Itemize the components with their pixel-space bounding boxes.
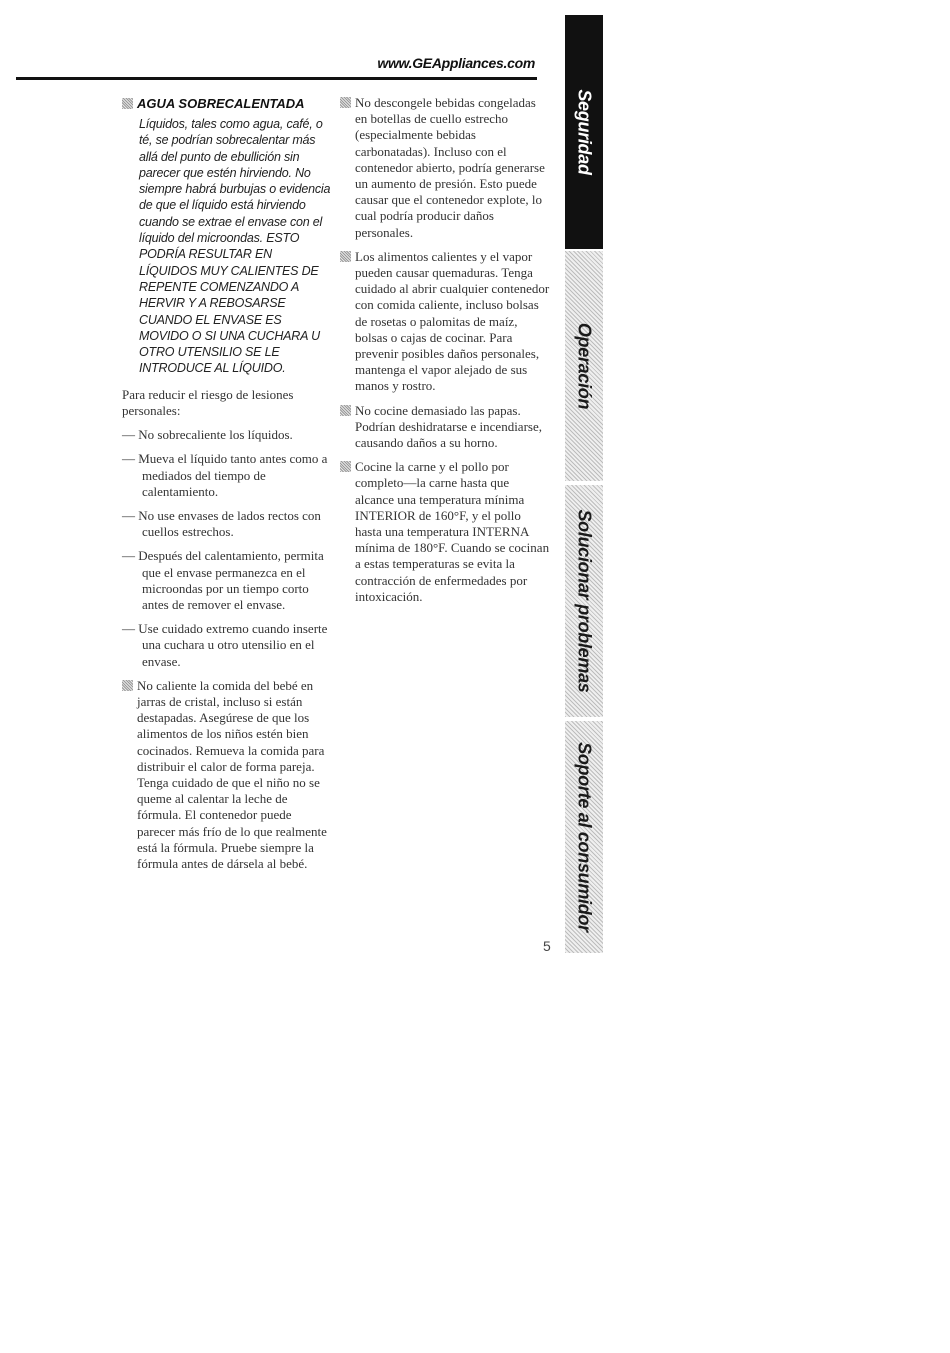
square-bullet-icon bbox=[122, 680, 133, 691]
warning-caps: ESTO PODRÍA RESULTAR EN LÍQUIDOS MUY CALIENTES DE REPENTE COMENZANDO A HERVIR Y A REBOSARSE CUANDO EL ENVASE ES MOVIDO O SI UNA CUCHARA U OTRO UTENSILIO SE LE INTRODUCE AL LÍQUIDO. bbox=[139, 231, 320, 376]
section-title-text: AGUA SOBRECALENTADA bbox=[137, 96, 305, 111]
left-column bbox=[122, 95, 332, 880]
square-bullet-icon bbox=[340, 405, 351, 416]
square-bullet-icon bbox=[122, 98, 133, 109]
item-text: No descongele bebidas congeladas en botellas de cuello estrecho (especialmente bebidas carbonatadas). Incluso con el contenedor abierto, podría generarse un aumento de presión. Esto puede causar que el contenedor explote, lo cual podría producir daños personales. bbox=[355, 95, 545, 240]
list-item: — No sobrecaliente los líquidos. bbox=[122, 427, 293, 443]
tab-label: Solucionar problemas bbox=[574, 509, 595, 693]
right-column bbox=[340, 95, 550, 613]
baby-food-item bbox=[122, 678, 332, 872]
header-url: www.GEAppliances.com bbox=[377, 55, 535, 71]
list-item bbox=[340, 95, 550, 241]
item-text: No cocine demasiado las papas. Podrían deshidratarse e incendiarse, causando daños a su horno. bbox=[355, 402, 542, 451]
item-text: Los alimentos calientes y el vapor pueden causar quemaduras. Tenga cuidado al abrir cualquier contenedor con comida caliente, incluso bolsas de rosetas o palomitas de maíz, bolsas o cajas de cocinar. Para prevenir posibles daños personales, mantenga el vapor alejado de sus manos y rostro. bbox=[355, 248, 550, 394]
dash-list bbox=[122, 427, 332, 670]
list-item: — Después del calentamiento, permita que el envase permanezca en el microondas por un tiempo corto antes de remover el envase. bbox=[122, 548, 324, 612]
page-number: 5 bbox=[543, 938, 551, 954]
list-item bbox=[340, 249, 550, 395]
list-item: — No use envases de lados rectos con cuellos estrechos. bbox=[122, 507, 321, 540]
item-text: Cocine la carne y el pollo por completo—la carne hasta que alcance una temperatura mínima INTERIOR de 160°F, y el pollo hasta una temperatura INTERNA mínima de 180°F. Cuando se cocinan a estas temperaturas se evita la contracción de enfermedades por intoxicación. bbox=[355, 459, 550, 604]
list-item: — Use cuidado extremo cuando inserte una cuchara u otro utensilio en el envase. bbox=[122, 621, 328, 669]
warning-block bbox=[139, 116, 332, 377]
list-item bbox=[340, 459, 550, 605]
tab-operacion[interactable] bbox=[565, 251, 603, 481]
list-item: — Mueva el líquido tanto antes como a mediados del tiempo de calentamiento. bbox=[122, 451, 328, 499]
list-item bbox=[340, 403, 550, 452]
square-bullet-icon bbox=[340, 97, 351, 108]
tab-seguridad[interactable] bbox=[565, 15, 603, 249]
square-bullet-icon bbox=[340, 251, 351, 262]
intro-text: Para reducir el riesgo de lesiones personales: bbox=[122, 386, 294, 418]
tab-label: Operación bbox=[574, 322, 595, 410]
tab-solucionar-problemas[interactable] bbox=[565, 485, 603, 717]
header-rule bbox=[16, 77, 537, 80]
tab-label: Seguridad bbox=[574, 89, 595, 175]
tab-label: Soporte al consumidor bbox=[574, 742, 595, 932]
tab-soporte-al-consumidor[interactable] bbox=[565, 721, 603, 953]
square-bullet-icon bbox=[340, 461, 351, 472]
warning-text: Líquidos, tales como agua, café, o té, se podrían sobrecalentar más allá del punto de ebullición sin parecer que estén hirviendo. No siempre habrá burbujas o evidencia de que el líquido está hirviendo cuando se extrae el envase con el líquido del microondas. bbox=[139, 117, 331, 246]
section-title bbox=[122, 95, 332, 112]
section-sidebar bbox=[565, 15, 603, 953]
baby-food-text: No caliente la comida del bebé en jarras de cristal, incluso si están destapadas. Asegúrese de que los alimentos de los niños estén bien cocinados. Remueva la comida para distribuir el calor de forma pareja. Tenga cuidado de que el niño no se queme al calentar la leche de fórmula. El contenedor puede parecer más frío de lo que realmente está la fórmula. Pruebe siempre la fórmula antes de dársela al bebé. bbox=[137, 677, 327, 872]
